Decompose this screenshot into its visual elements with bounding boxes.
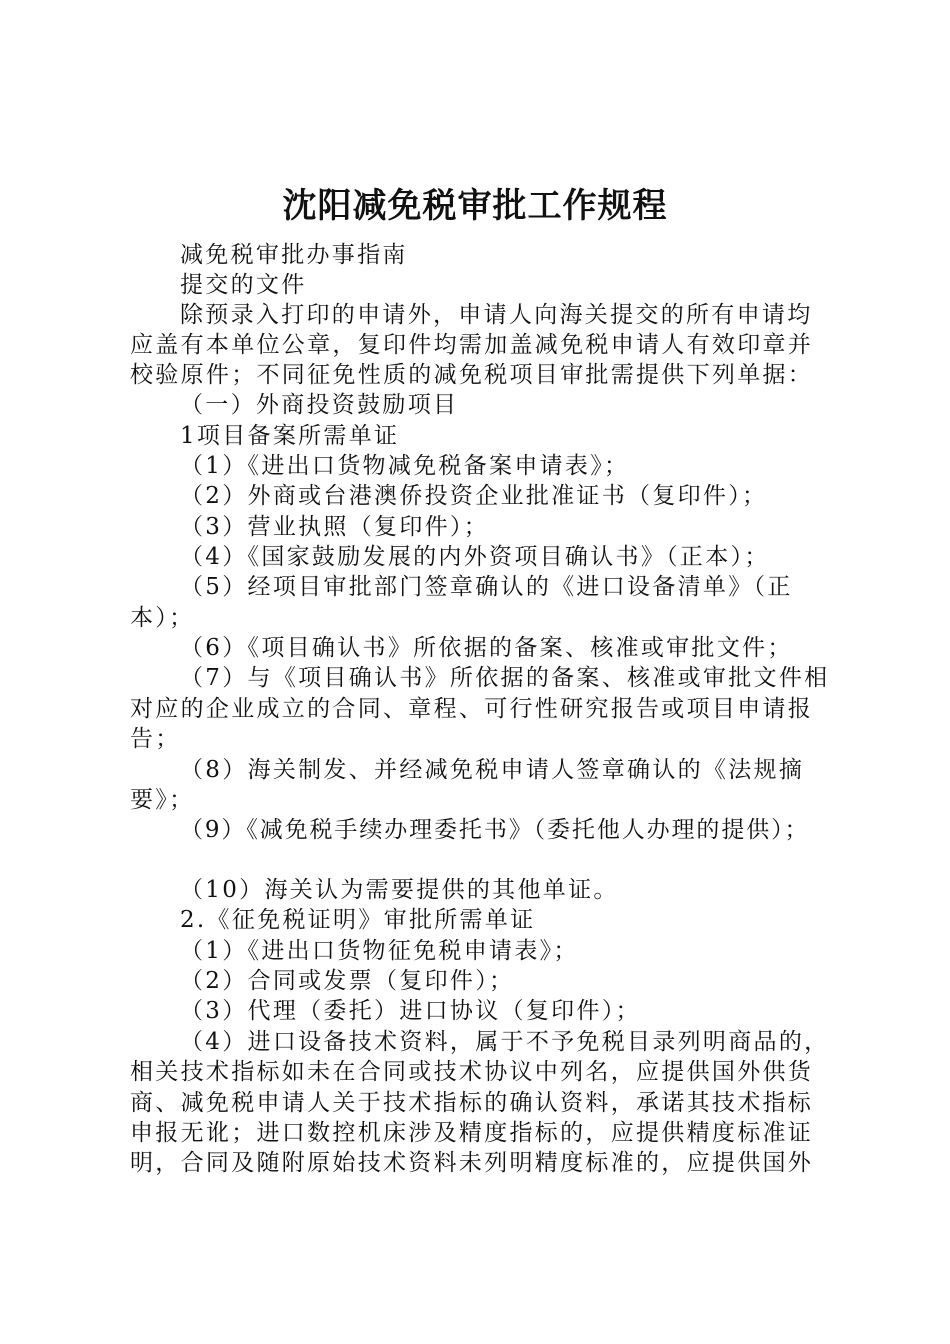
- text-line: 减免税审批办事指南: [180, 242, 408, 268]
- text-line: 校验原件；不同征免性质的减免税项目审批需提供下列单据：: [130, 362, 814, 388]
- list-item: （6）《项目确认书》所依据的备案、核准或审批文件；: [180, 635, 793, 661]
- text-line: 除预录入打印的申请外，申请人向海关提交的所有申请均: [180, 302, 813, 328]
- list-item: （7）与《项目确认书》所依据的备案、核准或审批文件相: [180, 665, 830, 691]
- subsection-heading: 1项目备案所需单证: [180, 423, 400, 449]
- list-item: （10）海关认为需要提供的其他单证。: [180, 877, 619, 903]
- list-item-continuation: 本）；: [130, 605, 195, 631]
- list-item: （9）《减免税手续办理委托书》（委托他人办理的提供）；: [180, 817, 810, 843]
- section-heading: （一）外商投资鼓励项目: [180, 392, 459, 418]
- list-item-continuation: 对应的企业成立的合同、章程、可行性研究报告或项目申请报: [130, 696, 814, 722]
- list-item: （3）营业执照（复印件）；: [180, 514, 490, 540]
- list-item-continuation: 告；: [130, 726, 181, 752]
- list-item-continuation: 申报无讹；进口数控机床涉及精度指标的，应提供精度标准证: [130, 1120, 814, 1146]
- list-item-continuation: 明，合同及随附原始技术资料未列明精度标准的，应提供国外: [130, 1150, 814, 1176]
- text-line: 应盖有本单位公章，复印件均需加盖减免税申请人有效印章并: [130, 332, 814, 358]
- list-item: （4）《国家鼓励发展的内外资项目确认书》（正本）；: [180, 544, 770, 570]
- list-item: （1）《进出口货物减免税备案申请表》；: [180, 453, 630, 479]
- list-item: （8）海关制发、并经减免税申请人签章确认的《法规摘: [180, 757, 805, 783]
- list-item: （4）进口设备技术资料，属于不予免税目录列明商品的，: [180, 1029, 830, 1055]
- document-title: 沈阳减免税审批工作规程: [282, 186, 668, 226]
- list-item: （1）《进出口货物征免税申请表》；: [180, 938, 579, 964]
- list-item: （2）外商或台港澳侨投资企业批准证书（复印件）；: [180, 483, 768, 509]
- list-item: （2）合同或发票（复印件）；: [180, 968, 515, 994]
- list-item: （5）经项目审批部门签章确认的《进口设备清单》（正: [180, 574, 793, 600]
- subsection-heading: 2.《征免税证明》审批所需单证: [180, 907, 536, 933]
- list-item-continuation: 相关技术指标如未在合同或技术协议中列名，应提供国外供货: [130, 1059, 814, 1085]
- list-item-continuation: 要》；: [130, 787, 195, 813]
- list-item: （3）代理（委托）进口协议（复印件）；: [180, 998, 641, 1024]
- text-line: 提交的文件: [180, 272, 307, 298]
- list-item-continuation: 商、减免税申请人关于技术指标的确认资料，承诺其技术指标: [130, 1090, 814, 1116]
